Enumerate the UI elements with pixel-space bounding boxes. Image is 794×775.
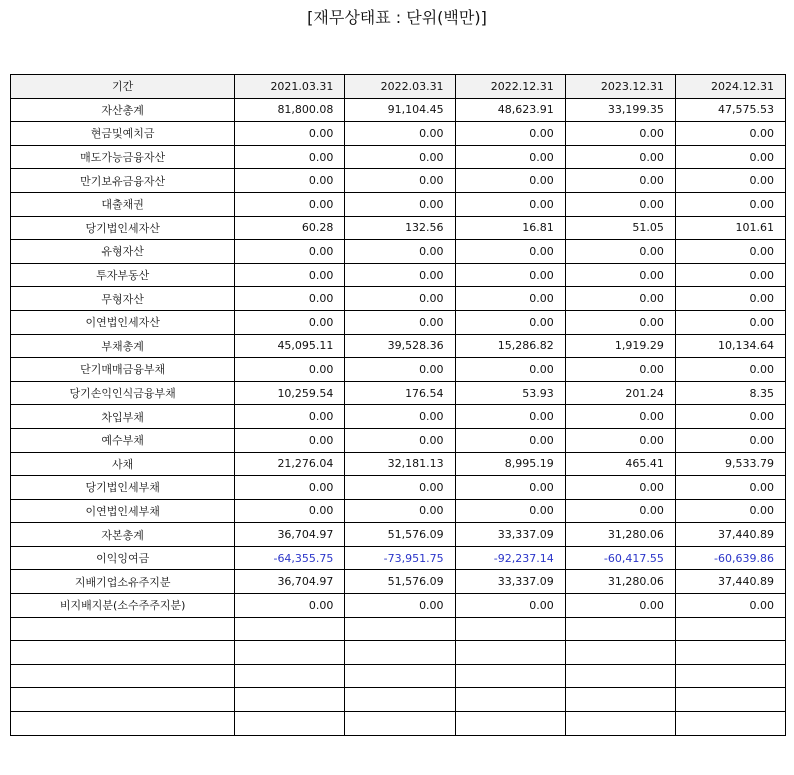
value-cell: 0.00 (565, 358, 675, 382)
value-cell: 0.00 (455, 145, 565, 169)
value-cell: 51.05 (565, 216, 675, 240)
value-cell: 48,623.91 (455, 98, 565, 122)
value-cell: 0.00 (345, 287, 455, 311)
table-row (11, 216, 786, 240)
value-cell: 465.41 (565, 452, 675, 476)
value-cell: 0.00 (345, 122, 455, 146)
value-cell (345, 688, 455, 712)
table-row (11, 287, 786, 311)
value-cell (675, 617, 785, 641)
table-row (11, 476, 786, 500)
value-cell: 60.28 (235, 216, 345, 240)
table-row (11, 240, 786, 264)
value-cell: -60,639.86 (675, 546, 785, 570)
value-cell (345, 617, 455, 641)
value-cell: -60,417.55 (565, 546, 675, 570)
value-cell: 0.00 (675, 145, 785, 169)
row-label: 당기손익인식금융부채 (11, 381, 235, 405)
value-cell: 0.00 (675, 240, 785, 264)
value-cell: 0.00 (565, 122, 675, 146)
value-cell: 0.00 (565, 428, 675, 452)
value-cell: 0.00 (565, 499, 675, 523)
table-row (11, 122, 786, 146)
row-label (11, 617, 235, 641)
row-label: 단기매매금융부채 (11, 358, 235, 382)
value-cell: 31,280.06 (565, 570, 675, 594)
value-cell (675, 688, 785, 712)
financial-statement-table (10, 74, 786, 736)
value-cell (675, 664, 785, 688)
value-cell: 91,104.45 (345, 98, 455, 122)
value-cell: 0.00 (455, 169, 565, 193)
table-row (11, 98, 786, 122)
value-cell: 0.00 (235, 169, 345, 193)
value-cell: 33,199.35 (565, 98, 675, 122)
value-cell: 0.00 (235, 428, 345, 452)
value-cell: 176.54 (345, 381, 455, 405)
column-header-date: 2023.12.31 (565, 75, 675, 99)
value-cell: 0.00 (675, 594, 785, 618)
table-row (11, 263, 786, 287)
value-cell: 0.00 (235, 240, 345, 264)
value-cell: 0.00 (675, 476, 785, 500)
value-cell: 0.00 (345, 499, 455, 523)
value-cell: 0.00 (345, 358, 455, 382)
column-header-date: 2022.12.31 (455, 75, 565, 99)
value-cell: 0.00 (675, 358, 785, 382)
value-cell: 0.00 (235, 287, 345, 311)
row-label (11, 664, 235, 688)
value-cell: 32,181.13 (345, 452, 455, 476)
value-cell: 0.00 (235, 594, 345, 618)
value-cell: 0.00 (455, 310, 565, 334)
value-cell: 0.00 (565, 405, 675, 429)
table-row (11, 664, 786, 688)
value-cell: 21,276.04 (235, 452, 345, 476)
value-cell (455, 688, 565, 712)
value-cell (565, 617, 675, 641)
table-row (11, 381, 786, 405)
value-cell: 0.00 (675, 263, 785, 287)
value-cell: 0.00 (345, 192, 455, 216)
value-cell: 0.00 (565, 169, 675, 193)
value-cell: 0.00 (565, 476, 675, 500)
table-row (11, 452, 786, 476)
value-cell (675, 641, 785, 665)
value-cell: 45,095.11 (235, 334, 345, 358)
value-cell (345, 641, 455, 665)
row-label (11, 712, 235, 736)
value-cell: 53.93 (455, 381, 565, 405)
row-label: 이연법인세부채 (11, 499, 235, 523)
value-cell: 0.00 (235, 263, 345, 287)
value-cell (455, 617, 565, 641)
table-row (11, 358, 786, 382)
value-cell: -73,951.75 (345, 546, 455, 570)
table-row (11, 499, 786, 523)
table-row (11, 334, 786, 358)
value-cell: 9,533.79 (675, 452, 785, 476)
table-row (11, 523, 786, 547)
table-row (11, 688, 786, 712)
value-cell (455, 712, 565, 736)
value-cell: 37,440.89 (675, 570, 785, 594)
value-cell: 81,800.08 (235, 98, 345, 122)
value-cell: -92,237.14 (455, 546, 565, 570)
table-row (11, 594, 786, 618)
value-cell: 51,576.09 (345, 523, 455, 547)
row-label: 자본총계 (11, 523, 235, 547)
value-cell: 0.00 (345, 594, 455, 618)
value-cell: 0.00 (455, 287, 565, 311)
column-header-date: 2021.03.31 (235, 75, 345, 99)
row-label: 부채총계 (11, 334, 235, 358)
value-cell (235, 641, 345, 665)
value-cell: 0.00 (455, 594, 565, 618)
value-cell (235, 688, 345, 712)
row-label: 무형자산 (11, 287, 235, 311)
value-cell: 0.00 (675, 310, 785, 334)
row-label: 자산총계 (11, 98, 235, 122)
table-row (11, 192, 786, 216)
value-cell: 132.56 (345, 216, 455, 240)
value-cell: 0.00 (675, 169, 785, 193)
table-row (11, 145, 786, 169)
row-label: 당기법인세부채 (11, 476, 235, 500)
table-row (11, 310, 786, 334)
row-label: 매도가능금융자산 (11, 145, 235, 169)
value-cell: 0.00 (565, 310, 675, 334)
value-cell (235, 664, 345, 688)
row-label: 당기법인세자산 (11, 216, 235, 240)
value-cell: 0.00 (235, 405, 345, 429)
value-cell: 0.00 (235, 476, 345, 500)
value-cell: 8,995.19 (455, 452, 565, 476)
row-label: 유형자산 (11, 240, 235, 264)
value-cell: 101.61 (675, 216, 785, 240)
row-label: 이익잉여금 (11, 546, 235, 570)
row-label: 사채 (11, 452, 235, 476)
value-cell: 0.00 (675, 192, 785, 216)
value-cell: 0.00 (675, 122, 785, 146)
table-row (11, 405, 786, 429)
value-cell: 0.00 (675, 287, 785, 311)
value-cell (345, 712, 455, 736)
value-cell: -64,355.75 (235, 546, 345, 570)
value-cell: 0.00 (345, 476, 455, 500)
row-label: 비지배지분(소수주주지분) (11, 594, 235, 618)
value-cell (235, 617, 345, 641)
value-cell: 0.00 (455, 192, 565, 216)
value-cell: 0.00 (345, 169, 455, 193)
value-cell: 0.00 (565, 263, 675, 287)
value-cell: 0.00 (235, 310, 345, 334)
value-cell: 39,528.36 (345, 334, 455, 358)
value-cell: 0.00 (345, 145, 455, 169)
value-cell: 0.00 (455, 358, 565, 382)
row-label: 지배기업소유주지분 (11, 570, 235, 594)
value-cell (455, 641, 565, 665)
value-cell: 0.00 (455, 405, 565, 429)
value-cell: 0.00 (345, 405, 455, 429)
row-label: 현금및예치금 (11, 122, 235, 146)
page-title: [재무상태표 : 단위(백만)] (307, 8, 487, 27)
value-cell: 15,286.82 (455, 334, 565, 358)
value-cell: 0.00 (565, 594, 675, 618)
value-cell: 0.00 (345, 428, 455, 452)
value-cell (565, 712, 675, 736)
row-label: 차입부채 (11, 405, 235, 429)
table-row (11, 641, 786, 665)
value-cell: 10,259.54 (235, 381, 345, 405)
value-cell: 0.00 (455, 428, 565, 452)
value-cell: 0.00 (455, 263, 565, 287)
value-cell (565, 641, 675, 665)
value-cell: 1,919.29 (565, 334, 675, 358)
value-cell (675, 712, 785, 736)
value-cell: 0.00 (235, 358, 345, 382)
value-cell: 0.00 (675, 405, 785, 429)
table-row (11, 546, 786, 570)
value-cell (235, 712, 345, 736)
value-cell: 33,337.09 (455, 570, 565, 594)
value-cell: 10,134.64 (675, 334, 785, 358)
value-cell: 0.00 (565, 145, 675, 169)
row-label: 투자부동산 (11, 263, 235, 287)
value-cell: 0.00 (675, 428, 785, 452)
value-cell: 201.24 (565, 381, 675, 405)
value-cell: 0.00 (455, 499, 565, 523)
value-cell: 0.00 (455, 476, 565, 500)
row-label: 만기보유금융자산 (11, 169, 235, 193)
value-cell: 0.00 (235, 499, 345, 523)
value-cell (455, 664, 565, 688)
table-row (11, 712, 786, 736)
value-cell: 0.00 (455, 122, 565, 146)
table-row (11, 617, 786, 641)
value-cell: 0.00 (235, 192, 345, 216)
table-header-row (11, 75, 786, 99)
table-row (11, 169, 786, 193)
value-cell: 0.00 (565, 287, 675, 311)
table-body (11, 98, 786, 735)
table-row (11, 428, 786, 452)
value-cell: 36,704.97 (235, 570, 345, 594)
value-cell: 0.00 (235, 122, 345, 146)
row-label (11, 688, 235, 712)
value-cell: 37,440.89 (675, 523, 785, 547)
row-label: 예수부채 (11, 428, 235, 452)
value-cell (565, 688, 675, 712)
column-header-date: 2022.03.31 (345, 75, 455, 99)
column-header-period: 기간 (11, 75, 235, 99)
value-cell: 51,576.09 (345, 570, 455, 594)
value-cell: 0.00 (345, 263, 455, 287)
value-cell: 0.00 (235, 145, 345, 169)
value-cell (345, 664, 455, 688)
value-cell: 0.00 (345, 240, 455, 264)
value-cell: 0.00 (455, 240, 565, 264)
value-cell (565, 664, 675, 688)
value-cell: 8.35 (675, 381, 785, 405)
table-row (11, 570, 786, 594)
column-header-date: 2024.12.31 (675, 75, 785, 99)
value-cell: 31,280.06 (565, 523, 675, 547)
value-cell: 0.00 (565, 240, 675, 264)
row-label (11, 641, 235, 665)
row-label: 이연법인세자산 (11, 310, 235, 334)
value-cell: 16.81 (455, 216, 565, 240)
row-label: 대출채권 (11, 192, 235, 216)
value-cell: 36,704.97 (235, 523, 345, 547)
value-cell: 0.00 (345, 310, 455, 334)
value-cell: 33,337.09 (455, 523, 565, 547)
value-cell: 0.00 (675, 499, 785, 523)
value-cell: 47,575.53 (675, 98, 785, 122)
value-cell: 0.00 (565, 192, 675, 216)
